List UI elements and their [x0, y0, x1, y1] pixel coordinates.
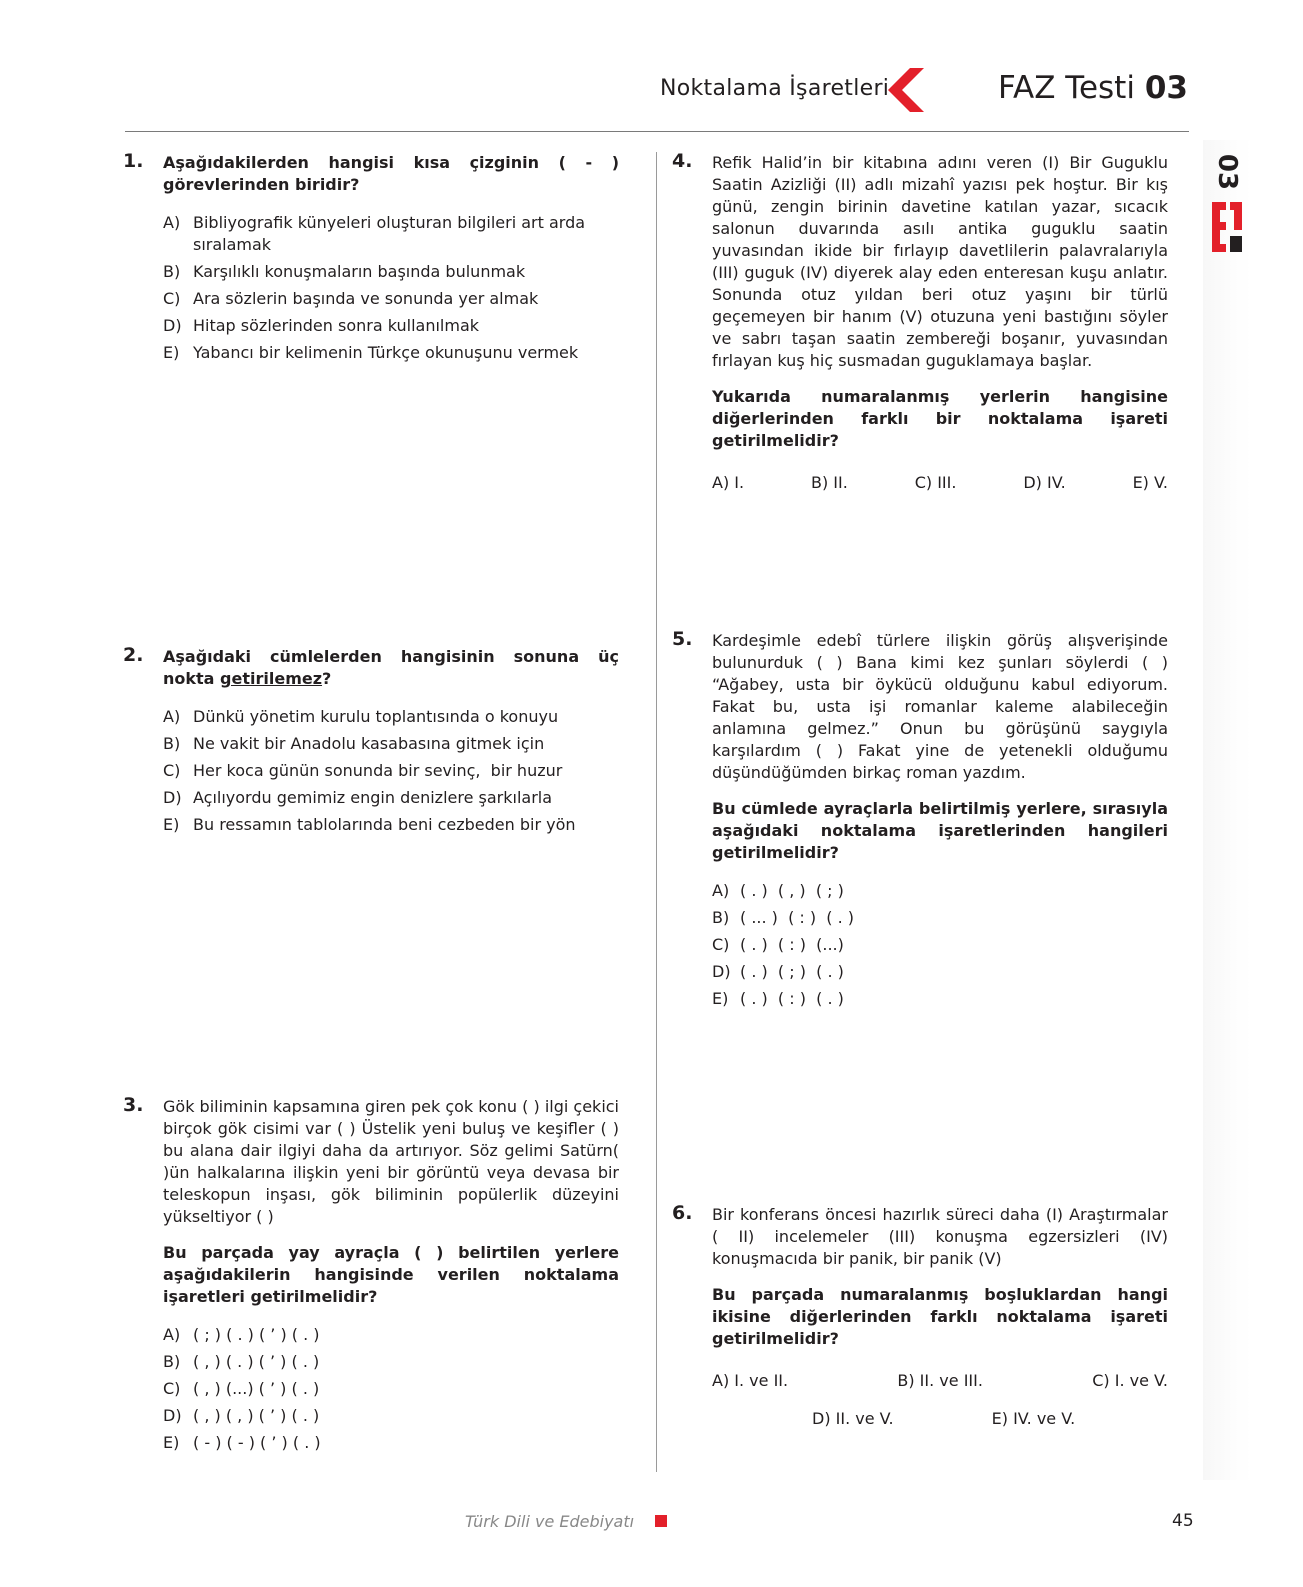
options-row-1	[712, 1370, 1168, 1392]
option-a[interactable]: A) ( ; ) ( . ) ( ’ ) ( . )	[163, 1325, 320, 1344]
header-rule	[125, 131, 1189, 132]
option-c[interactable]: C) Her koca günün sonunda bir sevinç, bir huzur	[163, 761, 563, 780]
option-c[interactable]: C) ( . ) ( : ) (...)	[712, 935, 844, 954]
question-number: 3.	[123, 1094, 144, 1116]
question-stem: Bu cümlede ayraçlarla belirtilmiş yerlere, sırasıyla aşağıdaki noktalama işaretlerinden hangileri getirilmelidir?	[712, 799, 1168, 862]
options-row-2	[712, 1408, 1168, 1430]
option-d[interactable]: D) IV.	[1023, 473, 1066, 492]
option-e[interactable]: E) Yabancı bir kelimenin Türkçe okunuşunu vermek	[163, 343, 579, 362]
footer-subject: Türk Dili ve Edebiyatı	[465, 1512, 635, 1531]
option-a[interactable]: A) ( . ) ( , ) ( ; )	[712, 881, 844, 900]
question-number: 1.	[123, 150, 144, 172]
question-stem: Aşağıdakilerden hangisi kısa çizginin ( - ) görevlerinden biridir?	[163, 153, 619, 194]
option-b[interactable]: B) II. ve III.	[897, 1371, 983, 1390]
option-b[interactable]: B) Karşılıklı konuşmaların başında bulunmak	[163, 262, 526, 281]
option-a[interactable]: A) I.	[712, 473, 745, 492]
option-d[interactable]: D) ( , ) ( , ) ( ’ ) ( . )	[163, 1406, 320, 1425]
option-d[interactable]: D) II. ve V.	[812, 1409, 894, 1428]
side-tab-number: 03	[1212, 153, 1242, 191]
option-e[interactable]: E) Bu ressamın tablolarında beni cezbeden bir yön	[163, 815, 576, 834]
option-d[interactable]: D) Açılıyordu gemimiz engin denizlere şarkılarla	[163, 788, 553, 807]
question-number: 5.	[672, 628, 693, 650]
question-passage: Kardeşimle edebî türlere ilişkin görüş alışverişinde bulunurduk ( ) Bana kimi kez şunları söylerdi ( ) “Ağabey, usta bir öykücü olduğunu kabul ediyorum. Fakat bu, usta işi romanlar kaleme alabileceğin anlamına gelmez.” Onun bu görüşünü saygıyla karşılardım ( ) Fakat yine de yetenekli olduğumu düşündüğümden birkaç roman yazdım.	[712, 631, 1168, 782]
option-b[interactable]: B) Ne vakit bir Anadolu kasabasına gitmek için	[163, 734, 545, 753]
question-number: 2.	[123, 644, 144, 666]
question-number: 6.	[672, 1202, 693, 1224]
option-b[interactable]: B) II.	[810, 473, 848, 492]
option-c[interactable]: C) Ara sözlerin başında ve sonunda yer almak	[163, 289, 539, 308]
question-stem: Yukarıda numaralanmış yerlerin hangisine diğerlerinden farklı bir noktalama işareti getirilmelidir?	[712, 387, 1168, 450]
chevron-left-icon	[884, 66, 932, 114]
options-row	[712, 472, 1168, 494]
option-b[interactable]: B) ( , ) ( . ) ( ’ ) ( . )	[163, 1352, 320, 1371]
question-passage: Refik Halid’in bir kitabına adını veren (I) Bir Guguklu Saatin Azizliği (II) adlı mizahî yazısı pek hoştur. Bir kış günü, zengin birinin davetine katılan yazar, sıcacık salonun duvarında asılı antika guguklu saatin yuvasından ikide bir fırlayıp davetlilerin palavralarıyla (III) guguk (IV) diyerek alay eden enteresan kuşu anlatır. Sonunda otuz yıldan beri otuz yaşını bir türlü geçemeyen bir hanım (V) otuzuna yeni bastığını söyler ve sabrı taşan saatin zembereği boşanır, yuvasından fırlayan kuş hiç susmadan guguklamaya başlar.	[712, 153, 1168, 370]
side-tab	[1203, 140, 1252, 1480]
test-label: FAZ Testi	[998, 70, 1135, 106]
question-stem: Bu parçada yay ayraçla ( ) belirtilen yerlere aşağıdakilerin hangisinde verilen noktalama işaretleri getirilmelidir?	[163, 1243, 619, 1306]
option-a[interactable]: A) Bibliyografik künyeleri oluşturan bilgileri art arda sıralamak	[163, 213, 586, 254]
option-a[interactable]: A) Dünkü yönetim kurulu toplantısında o konuyu	[163, 707, 559, 726]
option-d[interactable]: D) Hitap sözlerinden sonra kullanılmak	[163, 316, 480, 335]
publisher-logo-icon	[1210, 200, 1244, 254]
option-c[interactable]: C) III.	[914, 473, 957, 492]
option-d[interactable]: D) ( . ) ( ; ) ( . )	[712, 962, 844, 981]
option-b[interactable]: B) ( ... ) ( : ) ( . )	[712, 908, 855, 927]
footer-square-icon	[655, 1515, 667, 1527]
underlined-word: getirilemez	[220, 669, 323, 688]
question-stem: Aşağıdaki cümlelerden hangisinin sonuna üç nokta getirilemez?	[163, 647, 619, 688]
header-topic: Noktalama İşaretleri	[660, 76, 890, 101]
question-passage: Bir konferans öncesi hazırlık süreci daha (I) Araştırmalar ( II) incelemeler (III) konuşma egzersizleri (IV) konuşmacıda bir panik, bir panik (V)	[712, 1205, 1168, 1268]
option-e[interactable]: E) ( - ) ( - ) ( ’ ) ( . )	[163, 1433, 321, 1452]
question-number: 4.	[672, 150, 693, 172]
column-divider	[656, 152, 657, 1472]
question-stem: Bu parçada numaralanmış boşluklardan hangi ikisine diğerlerinden farklı noktalama işareti getirilmelidir?	[712, 1285, 1168, 1348]
option-e[interactable]: E) ( . ) ( : ) ( . )	[712, 989, 844, 1008]
option-e[interactable]: E) IV. ve V.	[991, 1409, 1076, 1428]
option-e[interactable]: E) V.	[1132, 473, 1168, 492]
option-c[interactable]: C) I. ve V.	[1092, 1371, 1168, 1390]
question-passage: Gök biliminin kapsamına giren pek çok konu ( ) ilgi çekici birçok gök cisimi var ( ) Üstelik yeni buluş ve keşifler ( ) bu alana dair ilgiyi daha da artırıyor. Söz gelimi Satürn( )ün halkalarına ilişkin yeni bir görüntü veya devasa bir teleskopun inşası, gök biliminin popülerlik düzeyini yükseltiyor ( )	[163, 1097, 619, 1226]
option-c[interactable]: C) ( , ) (...) ( ’ ) ( . )	[163, 1379, 320, 1398]
test-number: 03	[1144, 70, 1188, 106]
option-a[interactable]: A) I. ve II.	[712, 1371, 789, 1390]
page-number: 45	[1172, 1511, 1194, 1531]
test-title	[998, 70, 1188, 106]
